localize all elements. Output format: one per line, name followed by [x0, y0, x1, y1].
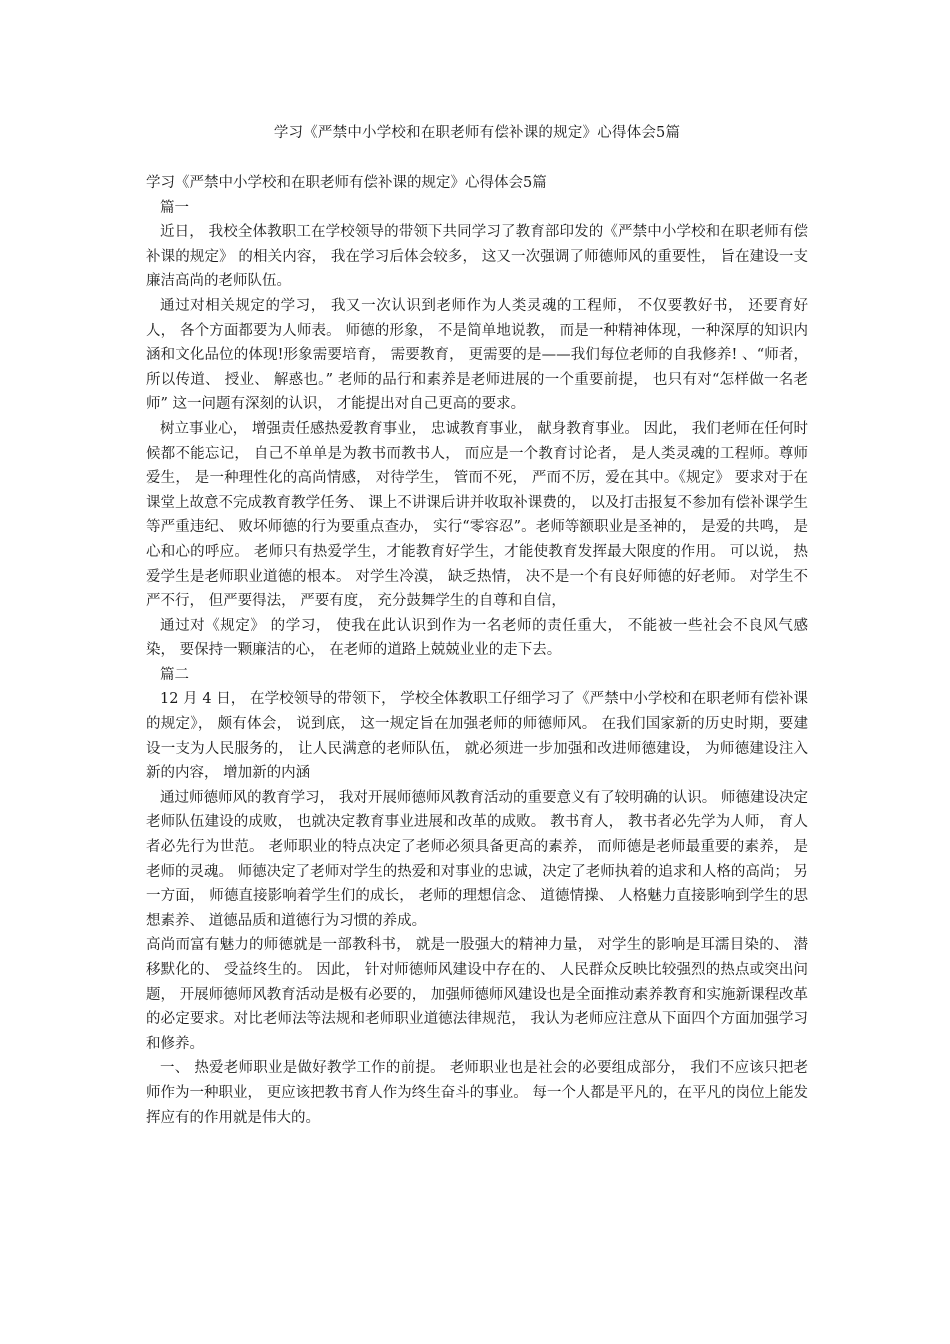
section-label-1: 篇一 — [160, 199, 189, 216]
body-paragraph: 通过对《规定》 的学习， 使我在此认识到作为一名老师的责任重大， 不能被一些社会不良风气感染， 要保持一颗廉洁的心， 在老师的道路上兢兢业业的走下去。 — [146, 617, 808, 659]
document-page — [146, 0, 808, 1130]
document-subtitle: 学习《严禁中小学校和在职老师有偿补课的规定》心得体会5篇 — [146, 175, 547, 191]
body-paragraph: 一、 热爱老师职业是做好教学工作的前提。 老师职业也是社会的必要组成部分， 我们不应该只把老师作为一种职业， 更应该把教书育人作为终生奋斗的事业。 每一个人都是平凡的，在平凡的岗位上能发挥应有的作用就是伟大的。 — [146, 1060, 808, 1126]
body-paragraph: 通过师德师风的教育学习， 我对开展师德师风教育活动的重要意义有了较明确的认识。 师德建设决定老师队伍建设的成败， 也就决定教育事业进展和改革的成败。 教书育人， 教书者必先学为人师， 育人者必先行为世范。 老师职业的特点决定了老师必须具备更高的素养， 而师德是老师最重要的素养， 是老师的灵魂。 师德决定了老师对学生的热爱和对事业的忠诚，决定了老师执着的追求和人格的高尚； 另一方面， 师德直接影响着学生们的成长， 老师的理想信念、 道德情操、 人格魅力直接影响到学生的思想素养、 道德品质和道德行为习惯的养成。 — [146, 789, 808, 929]
body-paragraph: 近日， 我校全体教职工在学校领导的带领下共同学习了教育部印发的《严禁中小学校和在职老师有偿补课的规定》 的相关内容， 我在学习后体会较多， 这又一次强调了师德师风的重要性， 旨在建设一支廉洁高尚的老师队伍。 — [146, 224, 808, 290]
section-label-2: 篇二 — [160, 666, 189, 683]
document-body — [146, 171, 808, 1130]
body-paragraph: 树立事业心， 增强责任感热爱教育事业， 忠诚教育事业， 献身教育事业。 因此， 我们老师在任何时候都不能忘记， 自己不单单是为教书而教书人， 而应是一个教育讨论者， 是人类灵魂的工程师。尊师爱生， 是一种理性化的高尚情感， 对待学生， 管而不死， 严而不厉，爱在其中。《规定》 要求对于在课堂上故意不完成教育教学任务、 课上不讲课后讲并收取补课费的， 以及打击报复不参加有偿补课学生等严重违纪、 败坏师德的行为要重点查办， 实行“零容忍”。老师等额职业是圣神的， 是爱的共鸣， 是心和心的呼应。 老师只有热爱学生，才能教育好学生，才能使教育发挥最大限度的作用。 可以说， 热爱学生是老师职业道德的根本。 对学生冷漠， 缺乏热情， 决不是一个有良好师德的好老师。 对学生不严不行， 但严要得法， 严要有度， 充分鼓舞学生的自尊和自信， — [146, 420, 808, 610]
body-paragraph: 12 月 4 日， 在学校领导的带领下， 学校全体教职工仔细学习了《严禁中小学校和在职老师有偿补课的规定》， 颇有体会， 说到底， 这一规定旨在加强老师的师德师风。 在我们国家新的历史时期，要建设一支为人民服务的， 让人民满意的老师队伍， 就必须进一步加强和改进师德建设， 为师德建设注入新的内容， 增加新的内涵 — [146, 691, 808, 782]
body-paragraph: 高尚而富有魅力的师德就是一部教科书， 就是一股强大的精神力量， 对学生的影响是耳濡目染的、 潜移默化的、 受益终生的。 因此， 针对师德师风建设中存在的、 人民群众反映比较强烈的热点或突出问题， 开展师德师风教育活动是极有必要的， 加强师德师风建设也是全面推动素养教育和实施新课程改革的必定要求。对比老师法等法规和老师职业道德法律规范， 我认为老师应注意从下面四个方面加强学习和修养。 — [146, 937, 808, 1052]
document-title: 学习《严禁中小学校和在职老师有偿补课的规定》心得体会5篇 — [273, 125, 681, 141]
body-paragraph: 通过对相关规定的学习， 我又一次认识到老师作为人类灵魂的工程师， 不仅要教好书， 还要育好人， 各个方面都要为人师表。 师德的形象， 不是简单地说教， 而是一种精神体现，一种深厚的知识内涵和文化品位的体现!形象需要培育， 需要教育， 更需要的是——我们每位老师的自我修养! 、“师者， 所以传道、 授业、 解惑也。” 老师的品行和素养是老师进展的一个重要前提， 也只有对“怎样做一名老师” 这一问题有深刻的认识， 才能提出对自己更高的要求。 — [146, 297, 808, 413]
